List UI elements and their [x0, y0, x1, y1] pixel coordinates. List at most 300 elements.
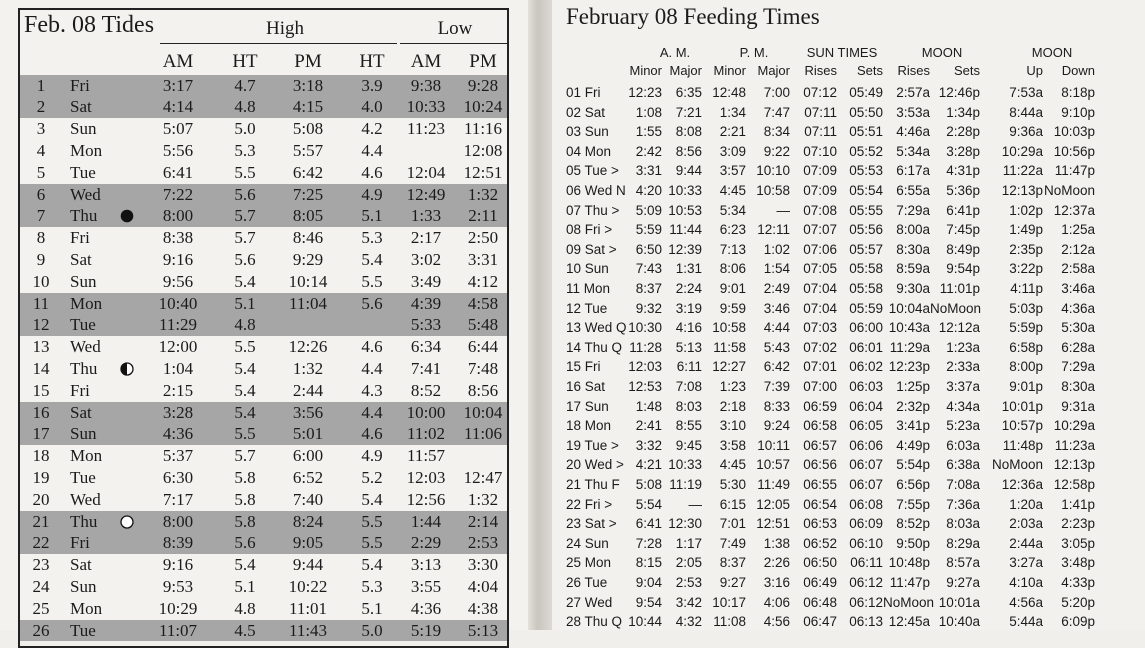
tide-row — [20, 162, 509, 184]
feeding-cell: 12:45a — [888, 614, 930, 630]
tide-cell-pm: 11:43 — [288, 620, 328, 640]
feeding-cell: 12:39 — [668, 241, 702, 257]
feeding-cell: 8:44a — [1009, 104, 1043, 120]
tide-cell-lam: 12:56 — [406, 489, 446, 509]
tide-cell-dow: Sat — [70, 402, 92, 422]
tide-cell-lpm: 2:53 — [467, 533, 499, 553]
feeding-cell: 1:02 — [763, 241, 790, 257]
tide-cell-day: 3 — [36, 119, 46, 139]
feeding-cell: 7:28 — [635, 535, 662, 551]
feeding-cell: 7:49 — [719, 535, 746, 551]
feeding-cell: 10:40a — [938, 614, 980, 630]
feeding-row — [552, 436, 1145, 456]
feeding-cell: 06:50 — [803, 555, 837, 571]
tide-cell-lpm: 2:11 — [468, 206, 498, 226]
tide-row — [20, 598, 509, 620]
feeding-cell: 06:57 — [803, 437, 837, 453]
feeding-cell: 6:38a — [946, 457, 980, 473]
feeding-cell: 1:49p — [1009, 222, 1043, 238]
feeding-cell: 7:47 — [763, 104, 790, 120]
tide-cell-day: 15 — [32, 380, 50, 400]
feeding-cell: 07:08 — [803, 202, 837, 218]
tide-cell-ht2: 5.5 — [361, 271, 383, 291]
feeding-cell: 12:36a — [1001, 477, 1043, 492]
feeding-cell: 05:58 — [849, 261, 883, 277]
feeding-day: 24 Sun — [566, 535, 609, 551]
feeding-cell: 05:51 — [849, 124, 883, 140]
tide-cell-dow: Mon — [70, 598, 103, 618]
feeding-cell: 3:28p — [946, 143, 980, 159]
feeding-row — [552, 534, 1145, 554]
feeding-cell: 5:34 — [719, 202, 746, 218]
feeding-subheader: Sets — [856, 63, 883, 78]
tide-cell-am: 9:16 — [162, 249, 194, 269]
feeding-cell: 10:10 — [756, 163, 790, 179]
feeding-cell: 9:01p — [1009, 379, 1043, 394]
feeding-cell: NoMoon — [883, 594, 935, 610]
tide-cell-day: 14 — [32, 358, 50, 378]
feeding-cell: 7:00 — [763, 85, 790, 100]
tide-cell-dow: Fri — [70, 533, 90, 553]
tide-cell-lam: 12:04 — [406, 162, 446, 182]
feeding-cell: 7:53a — [1009, 85, 1043, 100]
tide-cell-day: 2 — [36, 97, 46, 117]
tide-cell-lpm: 3:31 — [467, 249, 499, 269]
feeding-cell: 4:33p — [1061, 575, 1095, 590]
tide-cell-ht2: 5.1 — [361, 598, 383, 618]
tide-cell-dow: Fri — [70, 75, 90, 95]
tide-cell-ht2: 4.4 — [361, 358, 383, 378]
tide-cell-dow: Wed — [70, 489, 101, 509]
feeding-cell: 05:50 — [849, 104, 883, 120]
feeding-cell: 2:12a — [1061, 241, 1095, 257]
feeding-day: 23 Sat > — [566, 516, 617, 532]
feeding-cell: 4:45 — [719, 457, 746, 473]
feeding-cell: 07:11 — [804, 124, 837, 140]
feeding-day: 19 Tue > — [566, 437, 619, 453]
tide-cell-dow: Sat — [70, 249, 92, 269]
tide-cell-dow: Sun — [70, 424, 97, 444]
feeding-row — [552, 220, 1145, 240]
feeding-day: 14 Thu Q — [566, 339, 623, 355]
tide-cell-ht1: 5.6 — [234, 184, 256, 204]
tide-cell-day: 5 — [36, 162, 46, 182]
feeding-cell: 3:32 — [635, 437, 662, 453]
feeding-cell: 12:48 — [712, 85, 746, 100]
high-rule — [213, 43, 397, 44]
feeding-cell: 5:44a — [1009, 614, 1043, 630]
tide-cell-pm: 9:29 — [292, 249, 324, 269]
feeding-day: 16 Sat — [566, 379, 606, 394]
feeding-cell: 12:03 — [628, 359, 662, 375]
tide-cell-lam: 5:19 — [410, 620, 442, 640]
feeding-cell: 6:23 — [719, 222, 746, 238]
feeding-cell: 5:30a — [1061, 320, 1095, 336]
feeding-cell: 1:25a — [1061, 222, 1095, 238]
tide-cell-pm: 6:00 — [292, 446, 324, 466]
tide-row — [20, 96, 509, 118]
tide-cell-am: 11:29 — [158, 315, 198, 335]
tide-cell-ht2: 5.5 — [361, 511, 383, 531]
feeding-cell: — — [776, 202, 790, 218]
feeding-cell: 7:21 — [675, 104, 702, 120]
feeding-cell: NoMoon — [991, 457, 1043, 473]
tide-cell-ht2: 5.5 — [361, 533, 383, 553]
feeding-day: 08 Fri > — [566, 222, 613, 238]
feeding-cell: 2:58a — [1061, 261, 1095, 277]
tide-cell-ht1: 5.3 — [234, 140, 256, 160]
tide-cell-ht2: 3.9 — [361, 75, 383, 95]
feeding-cell: 8:03 — [675, 398, 702, 414]
tide-cell-day: 11 — [32, 293, 50, 313]
feeding-cell: 7:36a — [946, 496, 980, 512]
feeding-cell: 8:08 — [675, 124, 702, 140]
tide-cell-lpm: 2:14 — [467, 511, 499, 531]
feeding-cell: 12:05 — [756, 496, 790, 512]
feeding-cell: 06:55 — [803, 477, 837, 492]
tide-cell-ht1: 5.4 — [234, 555, 256, 575]
tide-cell-dow: Fri — [70, 228, 90, 248]
tide-row — [20, 227, 509, 249]
feeding-cell: 12:46p — [938, 85, 980, 100]
feeding-cell: 05:56 — [849, 222, 883, 238]
tide-cell-ht1: 5.5 — [234, 424, 256, 444]
feeding-day: 27 Wed — [566, 594, 613, 610]
feeding-cell: 12:23p — [888, 359, 930, 375]
feeding-subheader: Up — [1026, 63, 1043, 78]
tide-cell-dow: Mon — [70, 140, 103, 160]
tide-cell-pm: 12:26 — [288, 337, 328, 357]
feeding-cell: 8:37 — [719, 555, 746, 571]
tide-cell-ht2: 4.9 — [361, 446, 383, 466]
feeding-cell: 7:39 — [763, 379, 790, 394]
feeding-cell: 3:37a — [946, 379, 980, 394]
tide-cell-ht2: 5.4 — [361, 489, 383, 509]
tide-cell-pm: 4:15 — [292, 97, 324, 117]
tide-cell-lam: 3:13 — [410, 555, 442, 575]
feeding-cell: 7:01 — [719, 516, 746, 532]
feeding-cell: 9:22 — [763, 143, 790, 159]
feeding-cell: 10:01p — [1001, 398, 1043, 414]
feeding-cell: 9:45 — [675, 437, 702, 453]
tide-cell-lpm: 3:30 — [467, 555, 499, 575]
tide-row — [20, 445, 509, 467]
tide-cell-lam: 5:33 — [410, 315, 442, 335]
tide-cell-am: 2:15 — [162, 380, 194, 400]
feeding-cell: 10:33 — [668, 183, 702, 198]
feeding-row — [552, 612, 1145, 632]
tide-cell-am: 8:00 — [162, 206, 194, 226]
tide-cell-am: 5:37 — [162, 446, 194, 466]
tide-cell-dow: Sun — [70, 119, 97, 139]
tide-cell-am: 3:17 — [162, 75, 194, 95]
tide-cell-lpm: 12:08 — [463, 140, 503, 160]
feeding-cell: 3:58 — [719, 437, 746, 453]
tide-cell-lam: 1:44 — [410, 511, 442, 531]
feeding-cell: 11:29a — [889, 339, 930, 355]
feeding-cell: 07:01 — [803, 359, 837, 375]
feeding-cell: 07:00 — [803, 379, 837, 394]
feeding-cell: 9:54 — [635, 594, 662, 610]
first-moon-icon — [120, 362, 134, 376]
feeding-cell: 1:23a — [946, 339, 980, 355]
tide-cell-am: 8:39 — [162, 533, 194, 553]
col-head-high-ht2: HT — [359, 51, 385, 72]
tide-cell-lpm: 9:28 — [467, 75, 499, 95]
feeding-cell: 5:30 — [719, 477, 746, 492]
feeding-cell: 3:22p — [1009, 261, 1043, 277]
feeding-cell: 8:34 — [763, 124, 790, 140]
tide-cell-lpm: 12:51 — [463, 162, 503, 182]
tide-cell-pm: 8:05 — [292, 206, 324, 226]
tide-cell-day: 19 — [32, 467, 50, 487]
tide-row — [20, 554, 509, 576]
feeding-cell: 10:29a — [1053, 418, 1095, 434]
feeding-cell: 06:48 — [803, 594, 837, 610]
tide-row — [20, 467, 509, 489]
feeding-cell: 10:11 — [757, 437, 790, 453]
feeding-cell: 11:48p — [1002, 437, 1043, 453]
tide-cell-ht1: 5.0 — [234, 119, 256, 139]
tide-cell-day: 21 — [32, 511, 50, 531]
tide-cell-pm: 5:57 — [292, 140, 324, 160]
tide-cell-lpm: 11:06 — [463, 424, 503, 444]
feeding-cell: 2:23p — [1061, 516, 1095, 532]
feeding-cell: 07:04 — [803, 281, 837, 296]
tide-cell-ht2: 5.0 — [361, 620, 383, 640]
feeding-cell: 05:54 — [849, 183, 883, 198]
feeding-cell: 8:00p — [1009, 359, 1043, 375]
col-head-high-am: AM — [162, 51, 194, 72]
feeding-cell: 06:05 — [849, 418, 883, 434]
feeding-cell: 6:41p — [946, 202, 980, 218]
tide-cell-day: 7 — [36, 206, 46, 226]
tide-cell-dow: Sat — [70, 555, 92, 575]
feeding-cell: 3:42 — [675, 594, 702, 610]
low-label: Low — [437, 18, 473, 39]
feeding-cell: 05:57 — [849, 241, 883, 257]
feeding-cell: 05:58 — [849, 281, 883, 296]
feeding-cell: 5:08 — [635, 477, 662, 492]
feeding-subheader: Minor — [713, 63, 746, 78]
feeding-cell: 07:03 — [803, 320, 837, 336]
feeding-cell: 12:27 — [712, 359, 746, 375]
tide-cell-ht1: 5.7 — [234, 446, 256, 466]
tide-cell-ht1: 4.8 — [234, 97, 256, 117]
feeding-cell: 10:58 — [756, 183, 790, 198]
feeding-cell: 2:21 — [719, 124, 746, 140]
feeding-cell: 06:56 — [803, 457, 837, 473]
feeding-cell: 4:44 — [763, 320, 790, 336]
tide-cell-lpm: 11:16 — [463, 119, 503, 139]
feeding-day: 28 Thu Q — [566, 614, 623, 630]
feeding-cell: 06:47 — [803, 614, 837, 630]
tide-cell-dow: Sun — [70, 271, 97, 291]
tide-cell-ht2: 4.6 — [361, 337, 383, 357]
tide-cell-dow: Wed — [70, 337, 101, 357]
feeding-cell: 12:23 — [628, 85, 662, 100]
tide-cell-lam: 7:41 — [410, 358, 442, 378]
feeding-day: 01 Fri — [566, 85, 601, 100]
feeding-cell: 2:28p — [946, 124, 980, 140]
feeding-cell: 12:12a — [938, 320, 980, 336]
feeding-cell: 9:30a — [896, 281, 930, 296]
tide-cell-dow: Tue — [70, 162, 96, 182]
feeding-cell: 12:13p — [1001, 183, 1043, 198]
feeding-cell: 8:30a — [1061, 379, 1095, 394]
feeding-cell: 8:03a — [946, 516, 980, 532]
tide-cell-pm: 9:05 — [292, 533, 324, 553]
tide-cell-day: 17 — [32, 424, 50, 444]
feeding-cell: 07:02 — [803, 339, 837, 355]
feeding-cell: 06:01 — [849, 339, 883, 355]
feeding-row — [552, 279, 1145, 299]
tide-row — [20, 423, 509, 445]
feeding-day: 11 Mon — [566, 281, 611, 296]
feeding-cell: 10:01a — [938, 594, 980, 610]
tide-cell-day: 23 — [32, 555, 50, 575]
feeding-cell: 06:04 — [849, 398, 883, 414]
feeding-cell: 07:09 — [803, 163, 837, 179]
feeding-row — [552, 103, 1145, 123]
feeding-cell: 07:09 — [803, 183, 837, 198]
feeding-cell: 4:20 — [635, 183, 662, 198]
feeding-cell: 11:47p — [1054, 163, 1095, 179]
feeding-cell: 06:00 — [849, 320, 883, 336]
tide-cell-lam: 11:23 — [406, 119, 446, 139]
tide-cell-day: 24 — [32, 576, 50, 596]
tide-cell-ht1: 5.4 — [234, 271, 256, 291]
tide-cell-ht1: 4.5 — [234, 620, 256, 640]
book-gutter — [528, 0, 552, 630]
tide-cell-day: 10 — [32, 271, 50, 291]
feeding-cell: 3:19 — [675, 300, 702, 316]
feeding-cell: 4:32 — [675, 614, 702, 630]
tide-cell-lam: 12:03 — [406, 467, 446, 487]
feeding-cell: — — [688, 496, 702, 512]
tide-cell-ht2: 5.2 — [361, 467, 383, 487]
feeding-cell: 11:01p — [939, 281, 980, 296]
tide-cell-day: 8 — [36, 228, 46, 248]
feeding-cell: 6:58p — [1009, 339, 1043, 355]
feeding-day: 26 Tue — [566, 575, 608, 590]
feeding-cell: 3:27a — [1009, 555, 1043, 571]
tide-cell-pm: 5:08 — [292, 119, 324, 139]
tide-cell-dow: Mon — [70, 293, 103, 313]
feeding-day: 22 Fri > — [566, 496, 613, 512]
feeding-row — [552, 553, 1145, 573]
tide-cell-pm: 2:44 — [292, 380, 324, 400]
tide-cell-lpm: 7:48 — [467, 358, 499, 378]
feeding-cell: 2:44a — [1009, 535, 1043, 551]
tide-cell-ht1: 5.7 — [234, 228, 256, 248]
feeding-cell: 8:55 — [675, 418, 702, 434]
feeding-cell: 05:59 — [849, 300, 883, 316]
tide-cell-ht2: 4.6 — [361, 162, 383, 182]
feeding-cell: 4:56 — [763, 614, 790, 630]
feeding-cell: 05:55 — [849, 202, 883, 218]
tide-cell-pm: 7:25 — [292, 184, 324, 204]
feeding-cell: 8:30a — [896, 241, 930, 257]
tide-cell-day: 6 — [36, 184, 46, 204]
tide-row — [20, 511, 509, 533]
tide-cell-pm: 6:52 — [292, 467, 324, 487]
tide-cell-am: 9:53 — [162, 576, 194, 596]
feeding-day: 06 Wed N — [566, 183, 626, 198]
tide-cell-pm: 10:14 — [288, 271, 328, 291]
tide-row — [20, 293, 509, 315]
tide-cell-dow: Tue — [70, 467, 96, 487]
feeding-cell: 9:27 — [719, 575, 746, 590]
feeding-row — [552, 338, 1145, 358]
feeding-cell: 5:34a — [896, 143, 930, 159]
feeding-cell: 4:34a — [946, 398, 980, 414]
tide-cell-day: 12 — [32, 315, 50, 335]
feeding-cell: 2:24 — [675, 281, 702, 296]
feeding-cell: 8:52p — [896, 516, 930, 532]
tide-cell-lam: 1:33 — [410, 206, 442, 226]
feeding-cell: 10:03p — [1053, 124, 1095, 140]
feeding-cell: 4:16 — [675, 320, 702, 336]
feeding-cell: 6:15 — [719, 496, 746, 512]
feeding-cell: 4:49p — [896, 437, 930, 453]
feeding-cell: 9:36a — [1009, 124, 1043, 140]
tide-cell-day: 16 — [32, 402, 50, 422]
feeding-cell: 10:44 — [628, 614, 662, 630]
col-head-high-ht1: HT — [232, 51, 258, 72]
feeding-cell: 9:01 — [719, 281, 746, 296]
feeding-row — [552, 259, 1145, 279]
feeding-row — [552, 122, 1145, 142]
feeding-row — [552, 142, 1145, 162]
tide-cell-ht2: 4.4 — [361, 402, 383, 422]
feeding-cell: 10:30 — [628, 320, 662, 336]
feeding-day: 20 Wed > — [566, 457, 624, 473]
feeding-cell: 5:59 — [635, 222, 662, 238]
feeding-cell: 2:53 — [675, 575, 702, 590]
tide-cell-pm: 8:24 — [292, 511, 324, 531]
tide-cell-lam: 9:38 — [410, 75, 442, 95]
feeding-cell: 07:07 — [803, 222, 837, 238]
feeding-cell: 4:36a — [1061, 300, 1095, 316]
tide-cell-lpm: 6:44 — [467, 337, 499, 357]
feeding-subheader: Rises — [804, 63, 837, 78]
feeding-cell: 07:12 — [803, 85, 837, 100]
feeding-row — [552, 83, 1145, 103]
tide-cell-lpm: 12:47 — [463, 467, 503, 487]
tide-cell-ht1: 5.1 — [234, 293, 256, 313]
feeding-cell: 7:08 — [675, 379, 702, 394]
feeding-cell: 9:54p — [946, 261, 980, 277]
feeding-cell: 1:23 — [719, 379, 746, 394]
feeding-row — [552, 201, 1145, 221]
tide-cell-am: 10:29 — [158, 598, 198, 618]
feeding-cell: 1:02p — [1009, 202, 1043, 218]
tide-row — [20, 75, 509, 97]
group-head-pm: P. M. — [739, 45, 769, 60]
tide-cell-ht1: 5.8 — [234, 511, 256, 531]
tide-cell-am: 5:07 — [162, 119, 194, 139]
tide-cell-pm: 3:18 — [292, 75, 324, 95]
feeding-cell: 1:08 — [635, 104, 662, 120]
feeding-cell: 11:08 — [713, 614, 746, 630]
feeding-cell: 06:54 — [803, 496, 837, 512]
feeding-cell: 2:57a — [896, 85, 930, 100]
feeding-day: 04 Mon — [566, 143, 612, 159]
tide-cell-day: 13 — [32, 337, 50, 357]
tide-row — [20, 336, 509, 358]
tide-cell-dow: Sat — [70, 97, 92, 117]
